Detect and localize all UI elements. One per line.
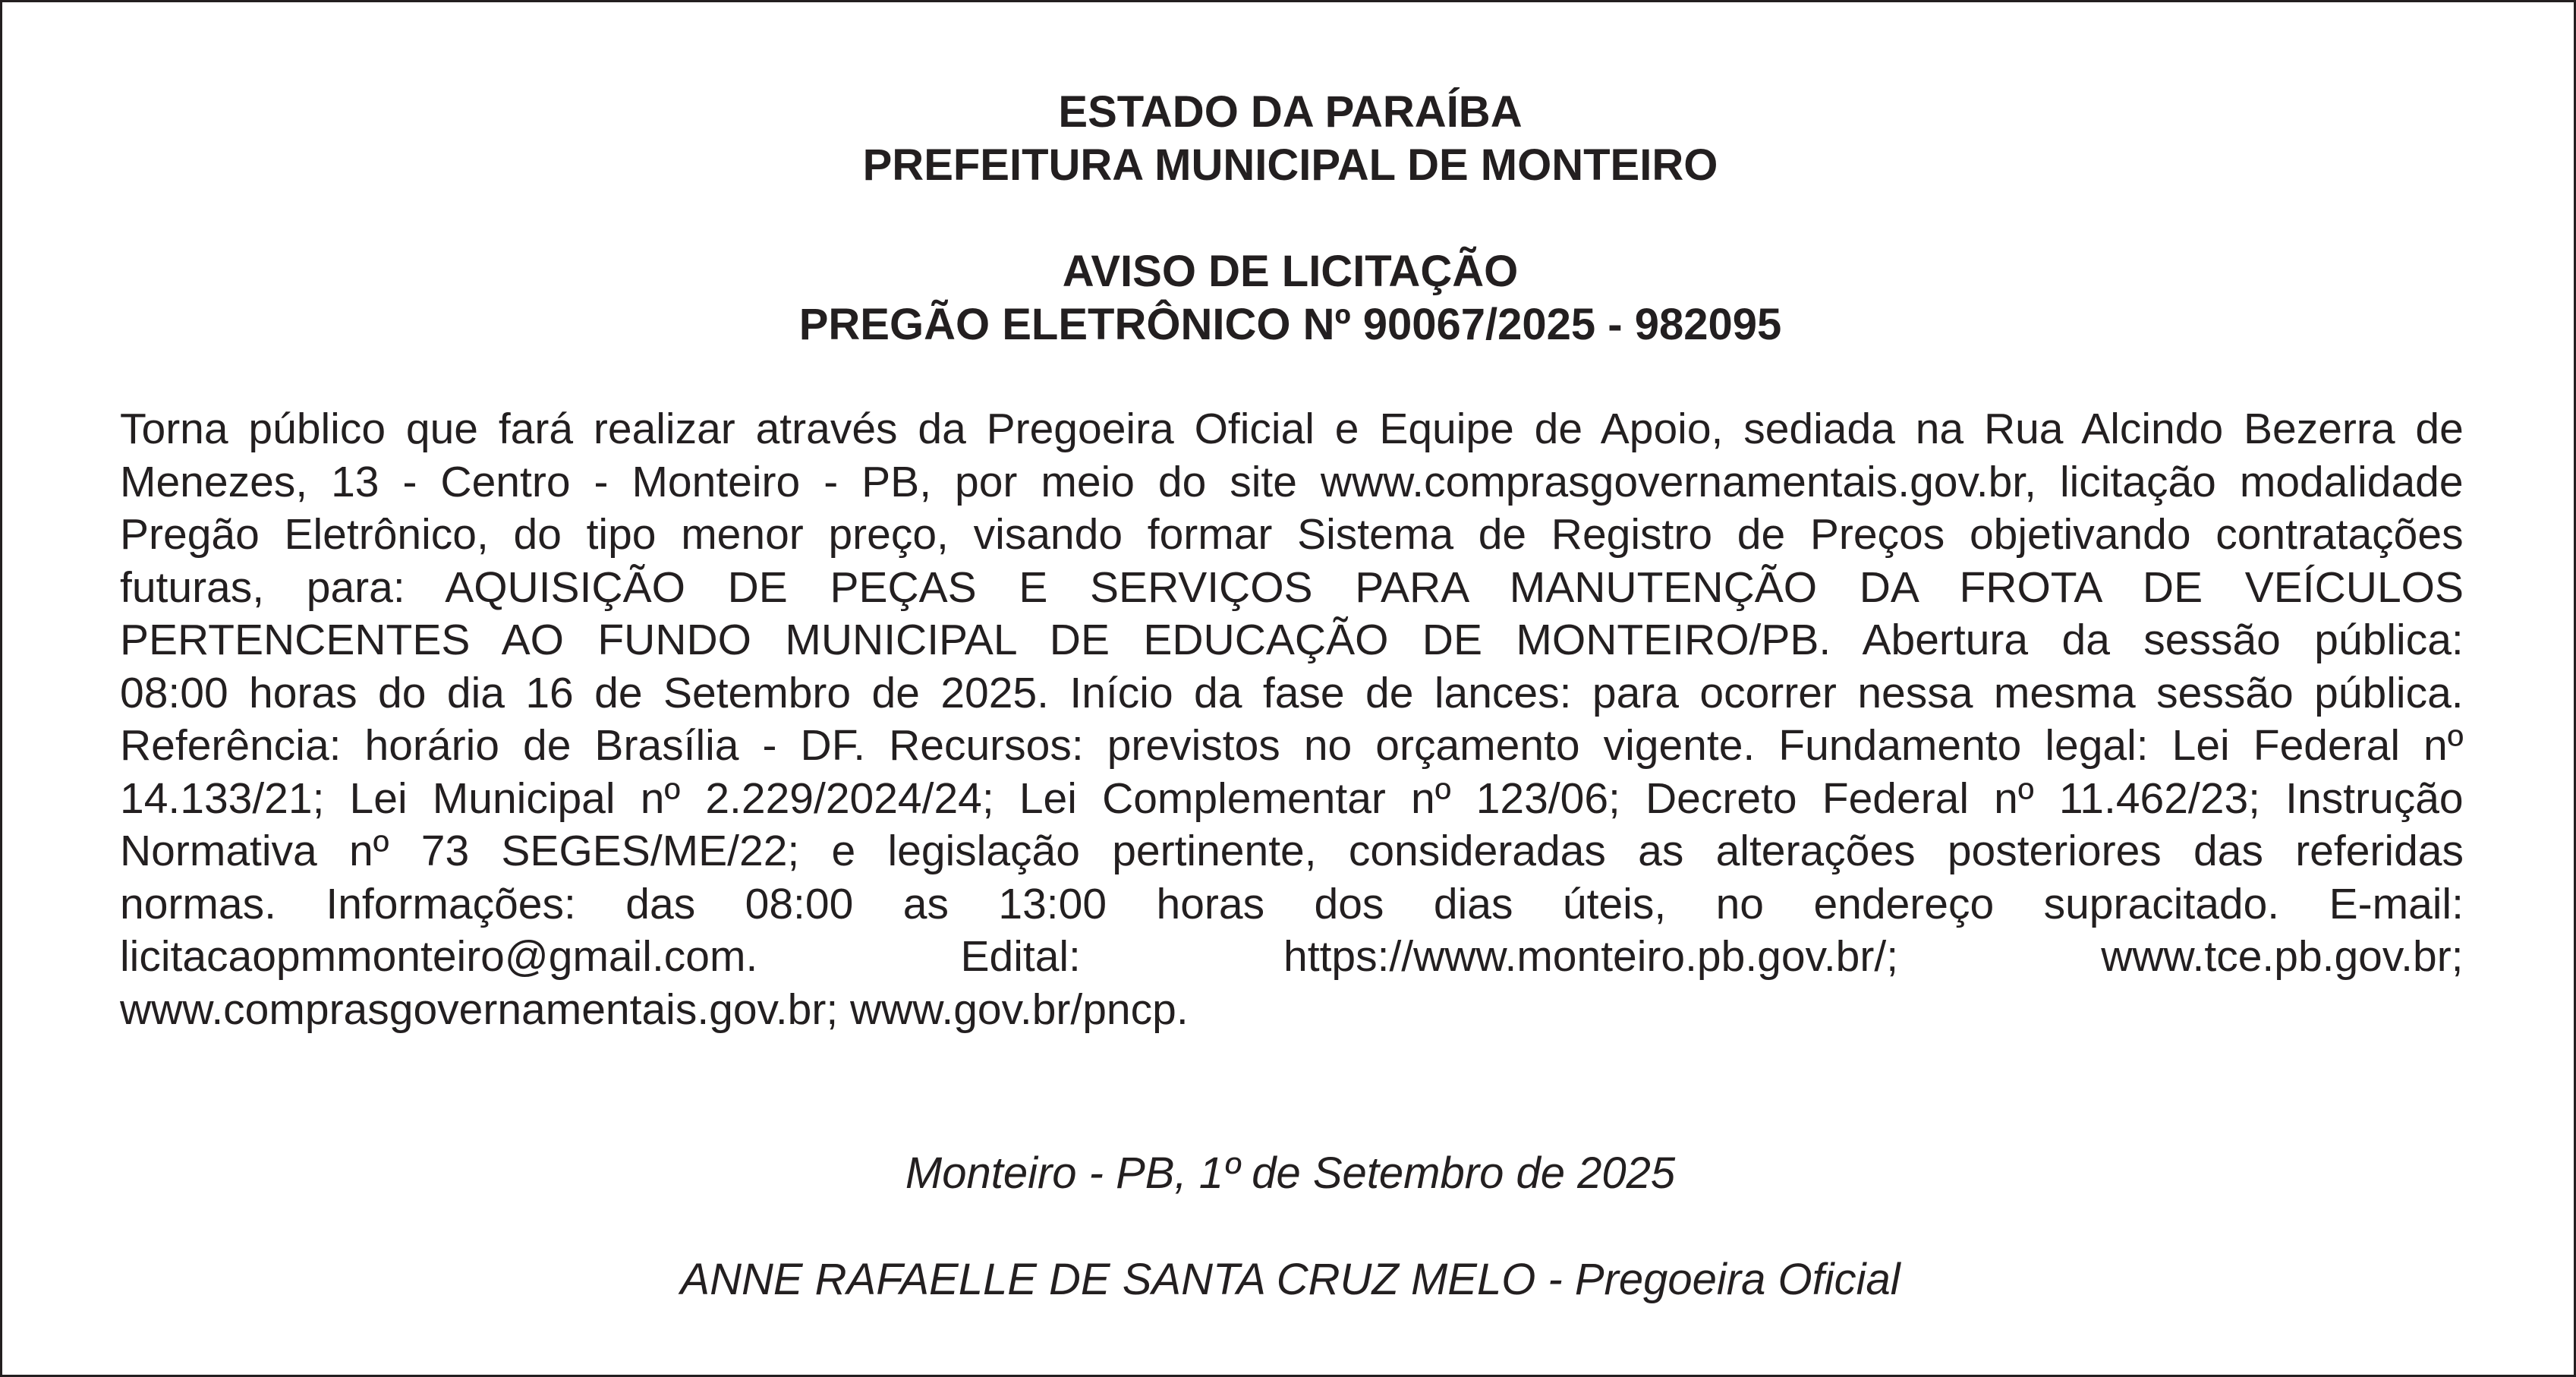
body-line: www.comprasgovernamentais.gov.br; www.gov.br/pncp. (120, 985, 1189, 1034)
body-line: Menezes, 13 - Centro - Monteiro - PB, por meio do site www.comprasgovernamentais.gov.br, licitação modalidade (120, 457, 2464, 506)
notice-title-block (2, 245, 2576, 351)
notice-body (120, 403, 2464, 1036)
place-date: Monteiro - PB, 1º de Setembro de 2025 (905, 1149, 1676, 1198)
notice-number: PREGÃO ELETRÔNICO Nº 90067/2025 - 982095 (798, 300, 1782, 349)
body-line: PERTENCENTES AO FUNDO MUNICIPAL DE EDUCAÇÃO DE MONTEIRO/PB. Abertura da sessão pública: (120, 616, 2464, 664)
body-line: licitacaopmmonteiro@gmail.com. Edital: https://www.monteiro.pb.gov.br/; www.tce.pb.gov.br; (120, 932, 2464, 981)
body-line: Referência: horário de Brasília - DF. Recursos: previstos no orçamento vigente. Fundamento legal: Lei Federal nº (120, 721, 2464, 770)
body-line: 14.133/21; Lei Municipal nº 2.229/2024/24; Lei Complementar nº 123/06; Decreto Federal nº 11.462/23; Instrução (120, 774, 2464, 823)
body-line: Pregão Eletrônico, do tipo menor preço, visando formar Sistema de Registro de Preços objetivando contratações (120, 510, 2464, 559)
signatory-line: ANNE RAFAELLE DE SANTA CRUZ MELO - Pregoeira Oficial (680, 1255, 1901, 1304)
municipality-heading: PREFEITURA MUNICIPAL DE MONTEIRO (862, 140, 1718, 190)
body-line: normas. Informações: das 08:00 as 13:00 horas dos dias úteis, no endereço supracitado. E-mail: (120, 879, 2464, 928)
body-line: Normativa nº 73 SEGES/ME/22; e legislação pertinente, consideradas as alterações posteriores das referidas (120, 827, 2464, 875)
issuer-block (2, 86, 2576, 192)
state-heading: ESTADO DA PARAÍBA (1058, 87, 1523, 137)
body-line: futuras, para: AQUISIÇÃO DE PEÇAS E SERVIÇOS PARA MANUTENÇÃO DA FROTA DE VEÍCULOS (120, 562, 2464, 612)
body-line: Torna público que fará realizar através da Pregoeira Oficial e Equipe de Apoio, sediada na Rua Alcindo Bezerra de (120, 405, 2464, 453)
body-line: 08:00 horas do dia 16 de Setembro de 2025. Início da fase de lances: para ocorrer nessa mesma sessão pública. (120, 668, 2464, 717)
notice-title: AVISO DE LICITAÇÃO (1062, 247, 1519, 296)
